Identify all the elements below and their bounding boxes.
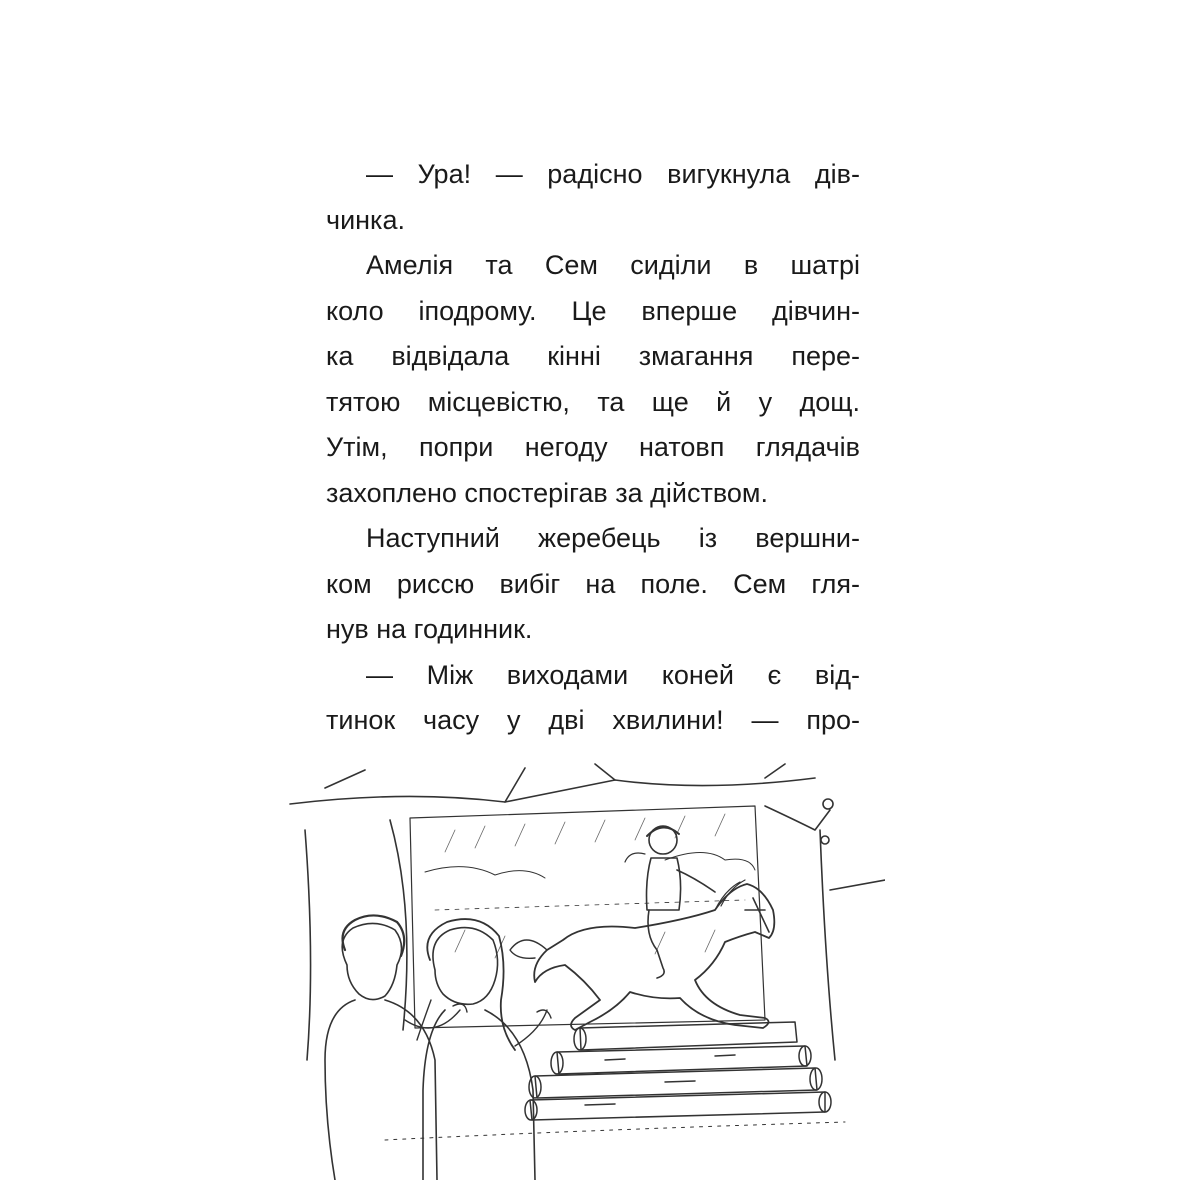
- text-line: — Між виходами коней є від-: [366, 659, 860, 690]
- tent-roof-line: [290, 778, 815, 804]
- text-line: Наступний жеребець із вершни-: [366, 523, 860, 553]
- text-line: Амелія та Сем сиділи в шатрі: [366, 250, 860, 280]
- body-text: [326, 152, 860, 744]
- text-line: коло іподрому. Це вперше дівчин-: [326, 295, 860, 326]
- text-line: ком риссю вибіг на поле. Сем гля-: [326, 568, 860, 599]
- text-line: Утім, попри негоду натовп глядачів: [326, 432, 860, 462]
- illustration-drawing: [285, 760, 885, 1180]
- text-line: — Ура! — радісно вигукнула дів-: [366, 159, 860, 189]
- horse-jump-illustration: [285, 760, 885, 1180]
- text-line: ка відвідала кінні змагання пере-: [326, 341, 860, 371]
- text-line: нув на годинник.: [326, 614, 533, 644]
- text-line: тятою місцевістю, та ще й у дощ.: [326, 386, 860, 417]
- text-line: тинок часу у дві хвилини! — про-: [326, 705, 860, 735]
- text-line: захоплено спостерігав за дійством.: [326, 477, 768, 508]
- text-line: чинка.: [326, 204, 405, 235]
